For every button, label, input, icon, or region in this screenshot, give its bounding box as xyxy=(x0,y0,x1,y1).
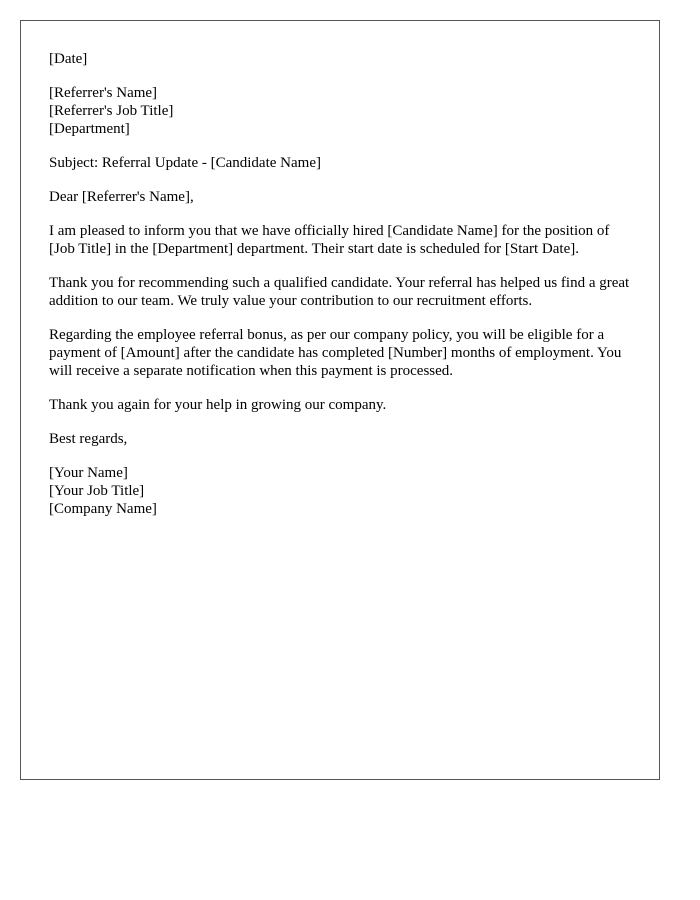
letter-date xyxy=(49,50,631,68)
salutation: Dear [Referrer's Name], xyxy=(49,189,194,205)
recipient-name: [Referrer's Name] xyxy=(49,85,158,101)
recipient-job-title: [Referrer's Job Title] xyxy=(49,103,174,119)
body-paragraph-bonus: Regarding the employee referral bonus, as per our company policy, you will be eligible for a payment of [Amount] after the candidate has completed [Number] months of employment. You will receive a separate notification when this payment is processed. xyxy=(49,327,622,379)
signature-job-title: [Your Job Title] xyxy=(49,483,145,499)
body-paragraph-hired: I am pleased to inform you that we have officially hired [Candidate Name] for the position of [Job Title] in the [Department] department. Their start date is scheduled for [Start Date]. xyxy=(49,223,610,257)
recipient-block xyxy=(49,84,631,138)
body-paragraph-thanks: Thank you for recommending such a qualified candidate. Your referral has helped us find a great addition to our team. We truly value your contribution to our recruitment efforts. xyxy=(49,275,630,309)
signature-company: [Company Name] xyxy=(49,501,157,517)
body-paragraph-closing-thanks: Thank you again for your help in growing our company. xyxy=(49,397,387,413)
recipient-department: [Department] xyxy=(49,121,130,137)
subject-line: Subject: Referral Update - [Candidate Name] xyxy=(49,155,321,171)
date-line: [Date] xyxy=(49,51,88,67)
signature-block xyxy=(49,464,631,518)
signature-name: [Your Name] xyxy=(49,465,128,481)
letter-page xyxy=(20,20,660,780)
closing: Best regards, xyxy=(49,431,128,447)
